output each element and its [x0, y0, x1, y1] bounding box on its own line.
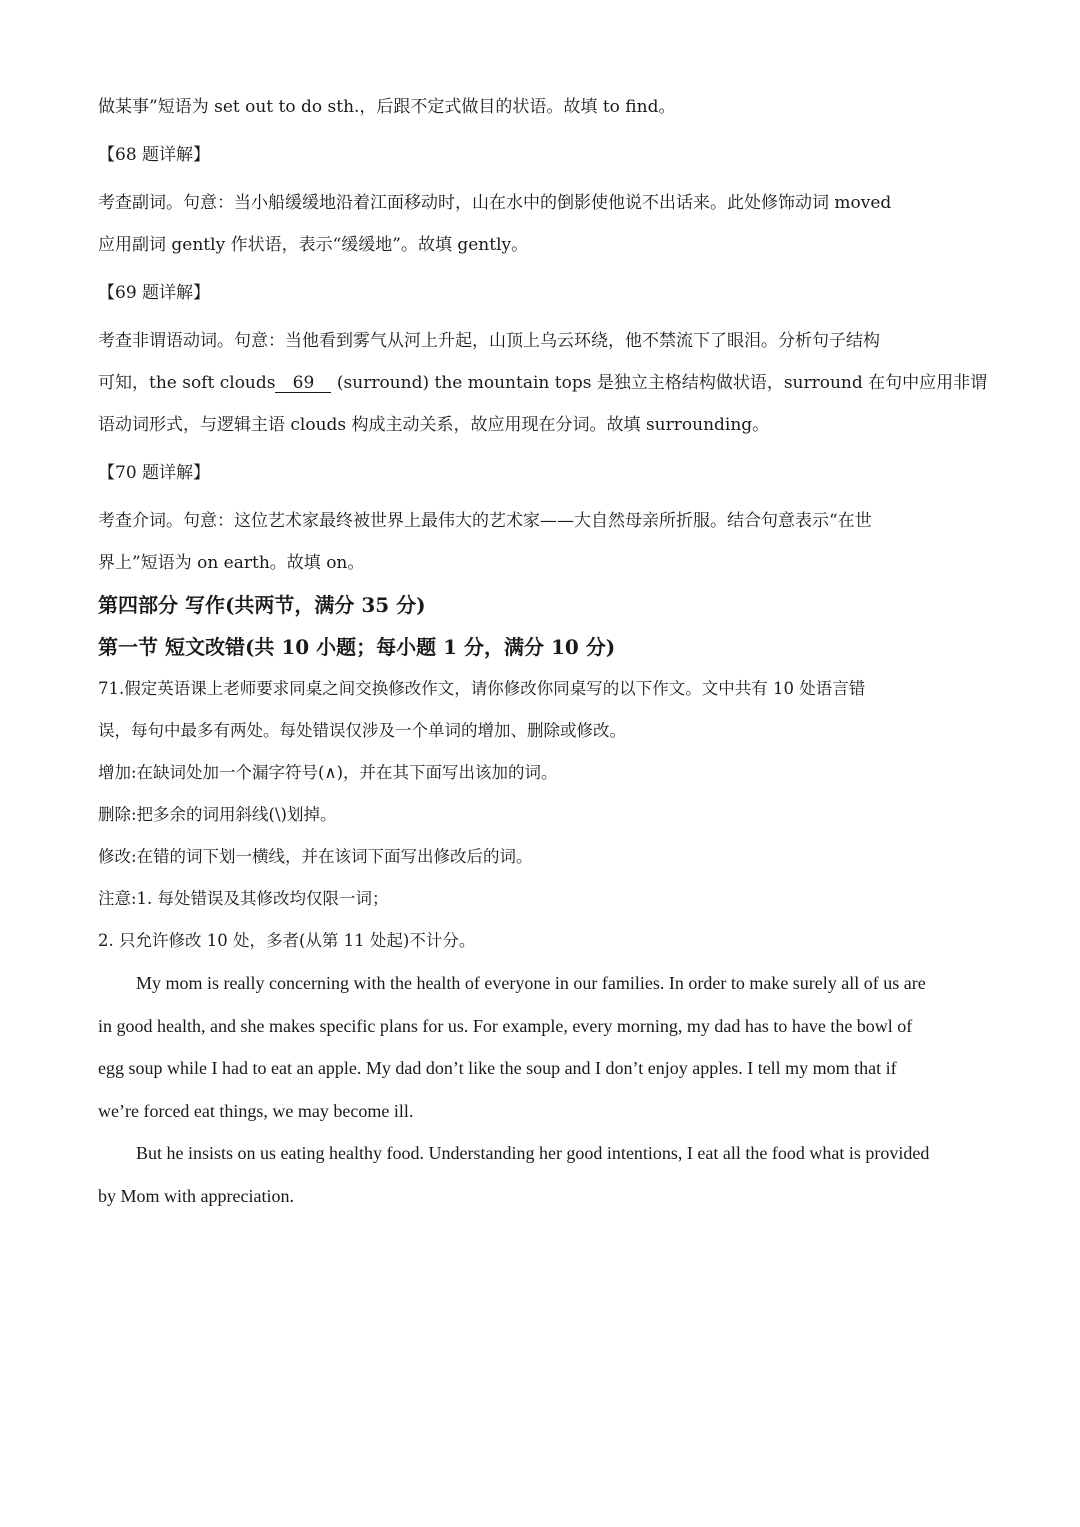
essay-p1-line4: we’re forced eat things, we may become ill. [98, 1100, 414, 1121]
q71-intro-line1: 71.假定英语课上老师要求同桌之间交换修改作文，请你修改你同桌写的以下作文。文中共有 10 处语言错 [98, 679, 866, 698]
q71-note-1: 注意:1. 每处错误及其修改均仅限一词； [98, 889, 389, 908]
heading-70: 【70 题详解】 [98, 463, 211, 483]
answer-68-line1: 考查副词。句意：当小船缓缓地沿着江面移动时，山在水中的倒影使他说不出话来。此处修饰动词 moved [98, 193, 892, 213]
answer-69-line1: 考查非谓语动词。句意：当他看到雾气从河上升起，山顶上乌云环绕，他不禁流下了眼泪。分析句子结构 [98, 331, 880, 351]
essay-p2-line2: by Mom with appreciation. [98, 1185, 294, 1206]
blank-69: 69 [275, 374, 331, 393]
answer-70-line2: 界上”短语为 on earth。故填 on。 [98, 553, 365, 573]
essay-p2-line1: But he insists on us eating healthy food. Understanding her good intentions, I eat all the food what is provided [136, 1143, 930, 1163]
q71-delete-rule: 删除:把多余的词用斜线(\)划掉。 [98, 805, 337, 824]
section1-title: 第一节 短文改错(共 10 小题；每小题 1 分，满分 10 分) [98, 635, 616, 659]
heading-69: 【69 题详解】 [98, 283, 211, 303]
answer-69-line2-post: (surround) the mountain tops 是独立主格结构做状语，surround 在句中应用非谓 [331, 373, 988, 393]
answer-69-line2 [98, 362, 988, 404]
q71-intro-line2: 误，每句中最多有两处。每处错误仅涉及一个单词的增加、删除或修改。 [98, 721, 626, 740]
answer-68-line2: 应用副词 gently 作状语，表示“缓缓地”。故填 gently。 [98, 235, 529, 255]
answer-69-line2-pre: 可知，the soft clouds [98, 373, 276, 393]
document-page [98, 86, 988, 1217]
answer-70-line1: 考查介词。句意：这位艺术家最终被世界上最伟大的艺术家——大自然母亲所折服。结合句意表示“在世 [98, 511, 872, 531]
essay-p1-line2: in good health, and she makes specific plans for us. For example, every morning, my dad has to have the bowl of [98, 1015, 913, 1036]
essay-p1-line3: egg soup while I had to eat an apple. My dad don’t like the soup and I don’t enjoy apples. I tell my mom that if [98, 1058, 897, 1078]
q71-add-rule: 增加:在缺词处加一个漏字符号(∧)，并在其下面写出该加的词。 [98, 763, 558, 782]
answer-69-line3: 语动词形式，与逻辑主语 clouds 构成主动关系，故应用现在分词。故填 surrounding。 [98, 415, 770, 435]
heading-68: 【68 题详解】 [98, 145, 211, 165]
q71-note-2: 2. 只允许修改 10 处，多者(从第 11 处起)不计分。 [98, 931, 476, 950]
answer-67-tail: 做某事”短语为 set out to do sth.，后跟不定式做目的状语。故填 to find。 [98, 97, 676, 117]
essay-p1-line1: My mom is really concerning with the health of everyone in our families. In order to make surely all of us are [136, 973, 926, 993]
q71-modify-rule: 修改:在错的词下划一横线，并在该词下面写出修改后的词。 [98, 847, 533, 866]
part4-title: 第四部分 写作(共两节，满分 35 分) [98, 593, 426, 617]
essay-text [98, 962, 984, 1217]
